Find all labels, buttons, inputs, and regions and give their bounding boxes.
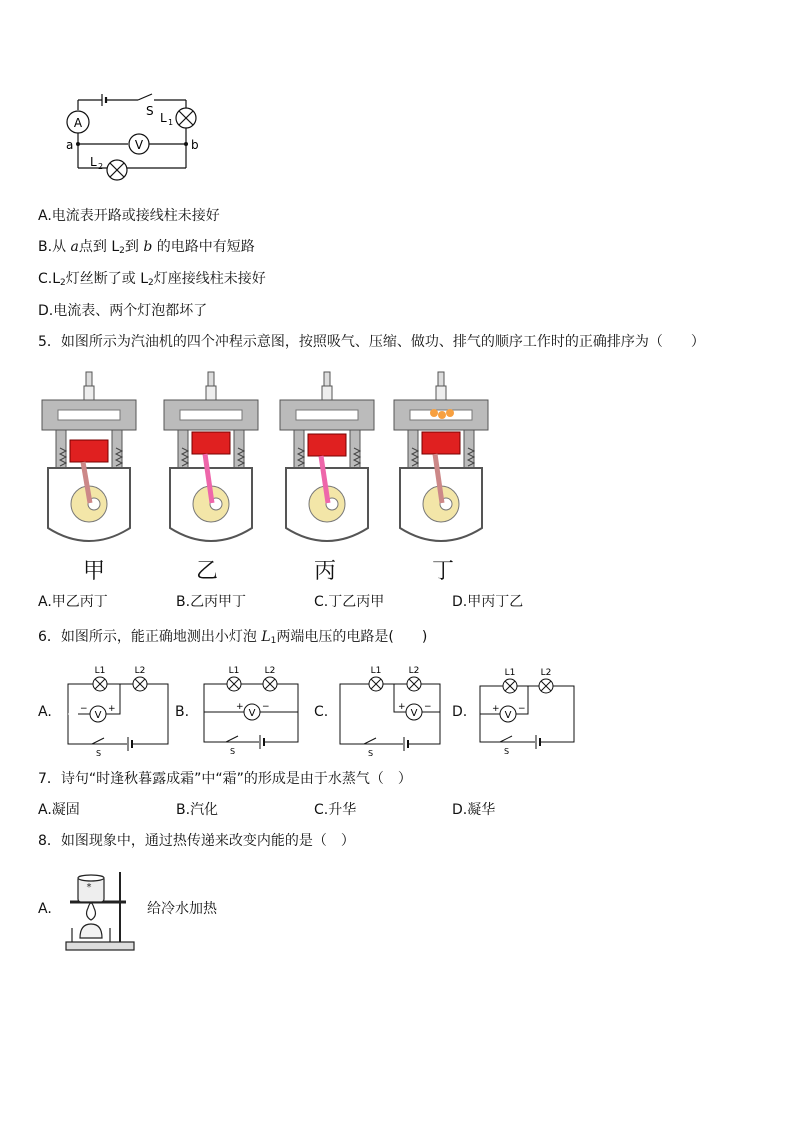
q5-option-d: D.甲丙丁乙 [452, 594, 524, 610]
q7-stem: 7．诗句“时逢秋暮露成霜”中“霜”的形成是由于水蒸气（ ） [38, 771, 412, 787]
q5-stem: 5．如图所示为汽油机的四个冲程示意图，按照吸气、压缩、做功、排气的顺序工作时的正确排序为（ ） [38, 334, 705, 350]
q7-option-b: B.汽化 [176, 802, 219, 818]
svg-text:L1: L1 [228, 666, 240, 676]
q8-option-a-key: A. [38, 901, 52, 917]
svg-text:L2: L2 [264, 666, 276, 676]
q6-stem: 6．如图所示，能正确地测出小灯泡 $L_1$两端电压的电路是( ) [38, 629, 428, 646]
engine-label-jia: 甲 [83, 559, 106, 584]
ammeter-label: A [73, 116, 83, 130]
svg-text:S: S [230, 747, 236, 756]
node-b-label: b [191, 138, 199, 152]
svg-text:V: V [410, 708, 418, 719]
q7-option-d: D.凝华 [452, 802, 496, 818]
svg-text:*: * [86, 882, 92, 893]
lamp-l2-sub: 2 [98, 162, 104, 171]
q6-option-a-key: A. [38, 704, 52, 720]
q4-option-a: A.电流表开路或接线柱未接好 [38, 208, 220, 224]
q7-option-c: C.升华 [314, 802, 357, 818]
q6-option-d-key: D. [452, 704, 468, 720]
q4-circuit-diagram [60, 88, 210, 188]
q6-option-b-key: B. [175, 704, 190, 720]
q6-option-c-key: C. [314, 704, 329, 720]
lamp-l2-label: L [90, 155, 97, 169]
svg-text:L2: L2 [134, 666, 146, 676]
svg-text:L2: L2 [540, 668, 552, 678]
svg-text:S: S [96, 749, 102, 758]
svg-text:−: − [518, 704, 526, 714]
svg-text:−: − [424, 702, 432, 712]
q4-option-d: D.电流表、两个灯泡都坏了 [38, 303, 208, 319]
q6-circuit-d [474, 664, 586, 760]
q4-option-b: B.从 a点到 $L_2$到 b 的电路中有短路 [38, 239, 255, 256]
svg-text:+: + [398, 702, 406, 712]
svg-text:+: + [236, 702, 244, 712]
node-a-label: a [66, 138, 74, 152]
q5-engine-diagrams [38, 368, 508, 553]
q5-option-c: C.丁乙丙甲 [314, 594, 385, 610]
svg-text:−: − [80, 704, 88, 714]
q6-circuit-a [62, 664, 174, 760]
engine-label-yi: 乙 [196, 559, 219, 584]
switch-label: S [146, 104, 154, 118]
voltmeter-label: V [134, 138, 144, 152]
svg-text:L1: L1 [94, 666, 106, 676]
svg-text:+: + [492, 704, 500, 714]
svg-text:S: S [504, 747, 510, 756]
q8-stem: 8．如图现象中，通过热传递来改变内能的是（ ） [38, 833, 355, 849]
engine-label-ding: 丁 [432, 559, 455, 584]
lamp-l1-label: L [160, 111, 167, 125]
q4-option-c: $C.L_2$灯丝断了或 $L_2$灯座接线柱未接好 [38, 271, 266, 288]
q6-circuit-c [336, 662, 448, 760]
svg-text:V: V [504, 710, 512, 721]
engine-label-bing: 丙 [314, 559, 337, 584]
svg-text:L1: L1 [504, 668, 516, 678]
svg-text:+: + [108, 704, 116, 714]
lamp-l1-sub: 1 [168, 118, 174, 127]
svg-text:L1: L1 [370, 666, 382, 676]
q8-option-a-text: 给冷水加热 [147, 901, 217, 917]
q7-option-a: A.凝固 [38, 802, 80, 818]
q5-option-b: B.乙丙甲丁 [176, 594, 247, 610]
q5-option-a: A.甲乙丙丁 [38, 594, 108, 610]
q6-circuit-b [198, 664, 310, 760]
svg-text:−: − [262, 702, 270, 712]
svg-text:S: S [368, 749, 374, 758]
q8-heating-illustration [64, 868, 138, 954]
svg-text:V: V [94, 710, 102, 721]
svg-text:V: V [248, 708, 256, 719]
svg-text:L2: L2 [408, 666, 420, 676]
